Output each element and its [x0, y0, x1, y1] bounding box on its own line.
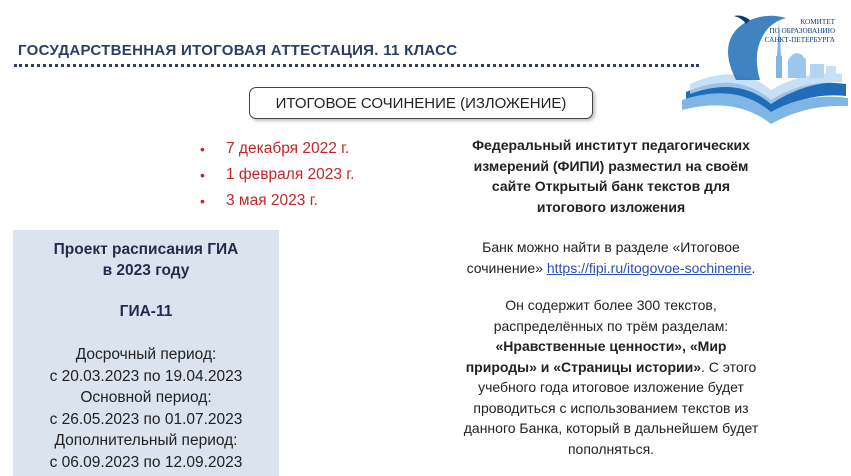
period-range: с 26.05.2023 по 01.07.2023 — [49, 410, 243, 428]
committee-logo — [676, 0, 851, 140]
period-name: Досрочный период: — [75, 346, 217, 363]
page-title: ГОСУДАРСТВЕННАЯ ИТОГОВАЯ АТТЕСТАЦИЯ. 11 КЛАСС — [18, 42, 458, 59]
schedule-periods — [13, 344, 279, 473]
exam-date-item: • 3 мая 2023 г. — [200, 189, 354, 215]
period-name: Дополнительный период: — [54, 432, 238, 449]
sections-bold: природы» и «Страницы истории» — [465, 358, 702, 375]
header-divider — [14, 64, 699, 67]
sections-bold: «Нравственные ценности», «Мир — [495, 338, 727, 354]
fipi-link[interactable]: https://fipi.ru/itogovoe-sochinenie — [546, 259, 752, 276]
schedule-panel — [13, 230, 279, 476]
period-name: Основной период: — [80, 389, 212, 406]
schedule-title: Проект расписания ГИА в 2023 году — [53, 241, 239, 279]
schedule-subtitle: ГИА-11 — [119, 303, 173, 320]
exam-date-item: • 1 февраля 2023 г. — [200, 163, 354, 189]
committee-logo-text: КОМИТЕТ ПО ОБРАЗОВАНИЮ САНКТ-ПЕТЕРБУРГА — [764, 18, 835, 44]
exam-dates-list — [200, 137, 354, 215]
bank-content-text: Он содержит более 300 текстов, распределённых по трём разделам: «Нравственные ценности», «Мир природы» и «Страницы истории». С этого учебного года итоговое изложение будет проводиться с использованием текстов из данного Банка, который в дальнейшем будет пополняться. — [463, 297, 759, 457]
period-range: с 06.09.2023 по 12.09.2023 — [49, 453, 243, 471]
exam-date-item: • 7 декабря 2022 г. — [200, 137, 354, 163]
fipi-announcement: Федеральный институт педагогических измерений (ФИПИ) разместил на своём сайте Открытый банк текстов для итогового изложения — [472, 137, 750, 215]
essay-badge: ИТОГОВОЕ СОЧИНЕНИЕ (ИЗЛОЖЕНИЕ) — [249, 87, 593, 119]
bank-location-text: Банк можно найти в разделе «Итоговое сочинение» https://fipi.ru/itogovoe-sochinenie. — [466, 239, 756, 276]
period-range: с 20.03.2023 по 19.04.2023 — [49, 367, 243, 385]
